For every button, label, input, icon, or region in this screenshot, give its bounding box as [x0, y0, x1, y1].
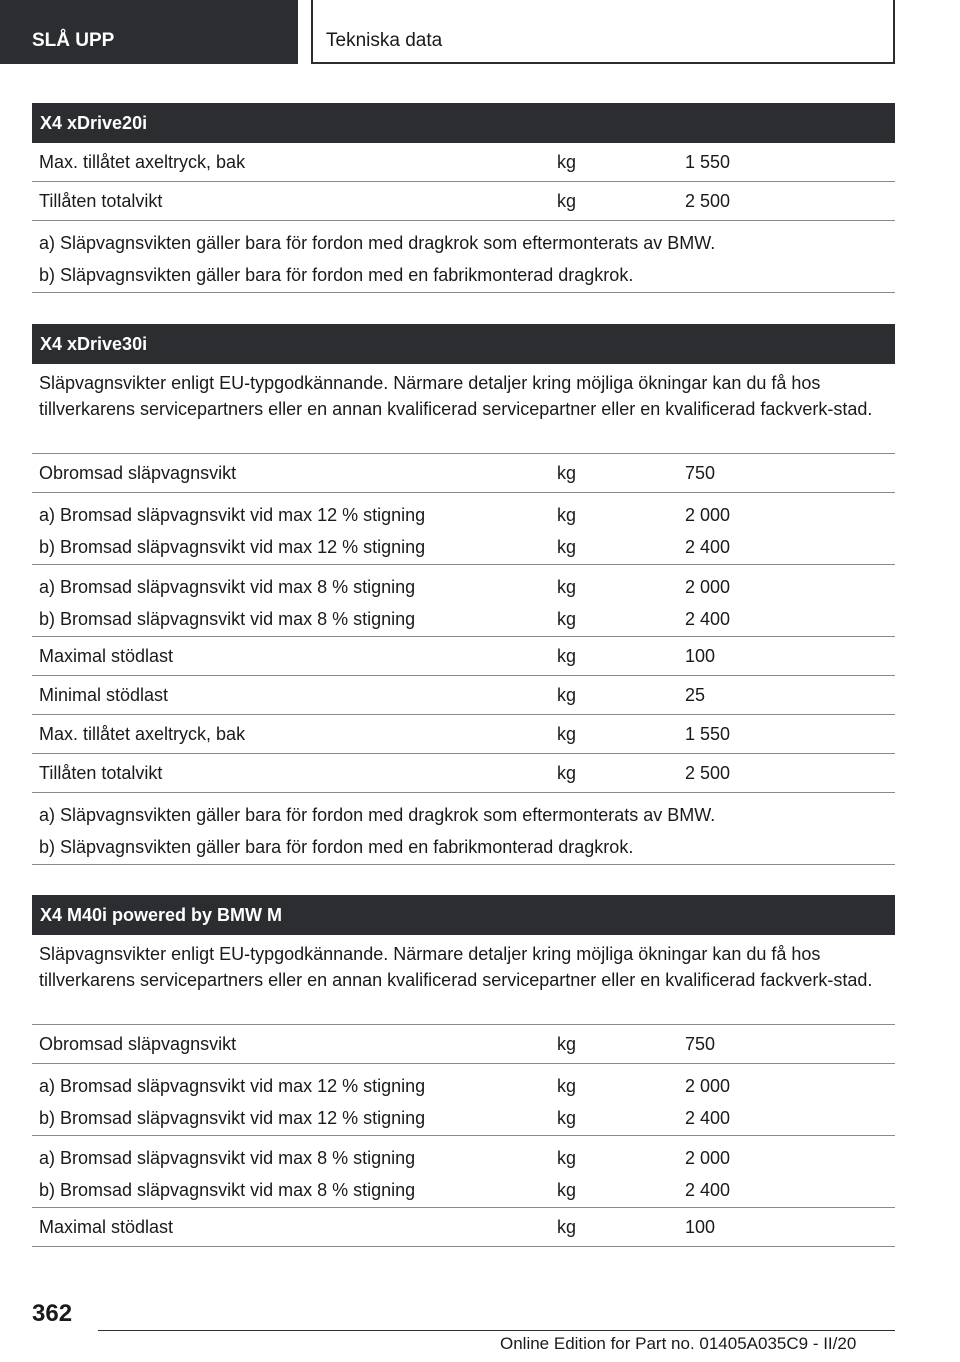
row-label: Minimal stödlast	[39, 684, 169, 705]
row-value: 1 550	[685, 723, 731, 744]
row-unit: kg	[557, 1107, 577, 1128]
note-a: a) Släpvagnsvikten gäller bara för fordon med dragkrok som eftermonterats av BMW.	[39, 232, 716, 253]
row-label: Max. tillåtet axeltryck, bak	[39, 151, 246, 172]
table-row	[32, 1208, 895, 1247]
row-label: Maximal stödlast	[39, 645, 174, 666]
row-unit: kg	[557, 1075, 577, 1096]
row-unit: kg	[557, 1216, 577, 1237]
row-unit: kg	[557, 190, 577, 211]
table-row	[32, 565, 895, 637]
notes-row	[32, 793, 895, 865]
row-label: b) Bromsad släpvagnsvikt vid max 12 % stigning	[39, 536, 426, 557]
row-value: 100	[685, 645, 716, 666]
header-section-tab	[0, 0, 298, 64]
section-x4-m40i	[32, 895, 895, 1247]
row-label: b) Bromsad släpvagnsvikt vid max 8 % stigning	[39, 608, 416, 629]
section-title: X4 M40i powered by BMW M	[32, 895, 895, 935]
table-row	[32, 637, 895, 676]
row-label: a) Bromsad släpvagnsvikt vid max 8 % stigning	[39, 1147, 416, 1168]
note-b: b) Släpvagnsvikten gäller bara för fordon med en fabrikmonterad dragkrok.	[39, 264, 634, 285]
section-x4-xdrive20i	[32, 103, 895, 293]
table-row	[32, 143, 895, 182]
table-row	[32, 676, 895, 715]
table-row	[32, 493, 895, 565]
row-label: Max. tillåtet axeltryck, bak	[39, 723, 246, 744]
row-value: 1 550	[685, 151, 731, 172]
row-unit: kg	[557, 723, 577, 744]
row-unit: kg	[557, 504, 577, 525]
row-label: a) Bromsad släpvagnsvikt vid max 8 % stigning	[39, 576, 416, 597]
row-value: 25	[685, 684, 706, 705]
row-value: 2 000	[685, 576, 731, 597]
row-label: Tillåten totalvikt	[39, 762, 163, 783]
section-x4-xdrive30i	[32, 324, 895, 865]
table-row	[32, 715, 895, 754]
row-unit: kg	[557, 608, 577, 629]
note-b: b) Släpvagnsvikten gäller bara för fordon med en fabrikmonterad dragkrok.	[39, 836, 634, 857]
row-unit: kg	[557, 536, 577, 557]
row-value: 2 000	[685, 504, 731, 525]
row-unit: kg	[557, 576, 577, 597]
footer-edition: Online Edition for Part no. 01405A035C9 - II/20	[500, 1334, 857, 1353]
row-unit: kg	[557, 151, 577, 172]
row-value: 100	[685, 1216, 716, 1237]
row-value: 2 400	[685, 608, 731, 629]
section-title: X4 xDrive30i	[32, 324, 895, 364]
row-value: 2 000	[685, 1147, 731, 1168]
intro-text: Släpvagnsvikter enligt EU-typgodkännande. Närmare detaljer kring möjliga ökningar kan du få hos tillverkarens servicepartners eller en annan kvalificerad servicepartner eller en kvalificerad fackverk-stad.	[32, 935, 895, 1025]
row-value: 2 500	[685, 762, 731, 783]
header-section-label: SLÅ UPP	[32, 30, 115, 51]
row-label: b) Bromsad släpvagnsvikt vid max 12 % stigning	[39, 1107, 426, 1128]
row-unit: kg	[557, 1147, 577, 1168]
row-value: 2 000	[685, 1075, 731, 1096]
row-unit: kg	[557, 645, 577, 666]
table-row	[32, 182, 895, 221]
intro-text: Släpvagnsvikter enligt EU-typgodkännande. Närmare detaljer kring möjliga ökningar kan du få hos tillverkarens servicepartners eller en annan kvalificerad servicepartner eller en kvalificerad fackverk-stad.	[32, 364, 895, 454]
row-value: 750	[685, 462, 716, 483]
row-value: 2 400	[685, 1179, 731, 1200]
table-row	[32, 754, 895, 793]
table-row	[32, 1136, 895, 1208]
notes-row	[32, 221, 895, 293]
row-unit: kg	[557, 462, 577, 483]
row-unit: kg	[557, 1033, 577, 1054]
row-value: 2 400	[685, 1107, 731, 1128]
header-chapter-tab	[311, 0, 895, 64]
row-unit: kg	[557, 684, 577, 705]
row-value: 2 500	[685, 190, 731, 211]
row-label: Tillåten totalvikt	[39, 190, 163, 211]
table-row	[32, 454, 895, 493]
row-label: Maximal stödlast	[39, 1216, 174, 1237]
section-title: X4 xDrive20i	[32, 103, 895, 143]
row-label: a) Bromsad släpvagnsvikt vid max 12 % stigning	[39, 1075, 426, 1096]
row-label: Obromsad släpvagnsvikt	[39, 462, 237, 483]
table-row	[32, 1064, 895, 1136]
table-row	[32, 1025, 895, 1064]
note-a: a) Släpvagnsvikten gäller bara för fordon med dragkrok som eftermonterats av BMW.	[39, 804, 716, 825]
row-unit: kg	[557, 762, 577, 783]
row-label: Obromsad släpvagnsvikt	[39, 1033, 237, 1054]
header-chapter-label: Tekniska data	[326, 30, 443, 51]
row-unit: kg	[557, 1179, 577, 1200]
row-label: a) Bromsad släpvagnsvikt vid max 12 % stigning	[39, 504, 426, 525]
row-value: 2 400	[685, 536, 731, 557]
row-value: 750	[685, 1033, 716, 1054]
row-label: b) Bromsad släpvagnsvikt vid max 8 % stigning	[39, 1179, 416, 1200]
page-number: 362	[32, 1300, 73, 1327]
footer-divider	[98, 1330, 895, 1331]
